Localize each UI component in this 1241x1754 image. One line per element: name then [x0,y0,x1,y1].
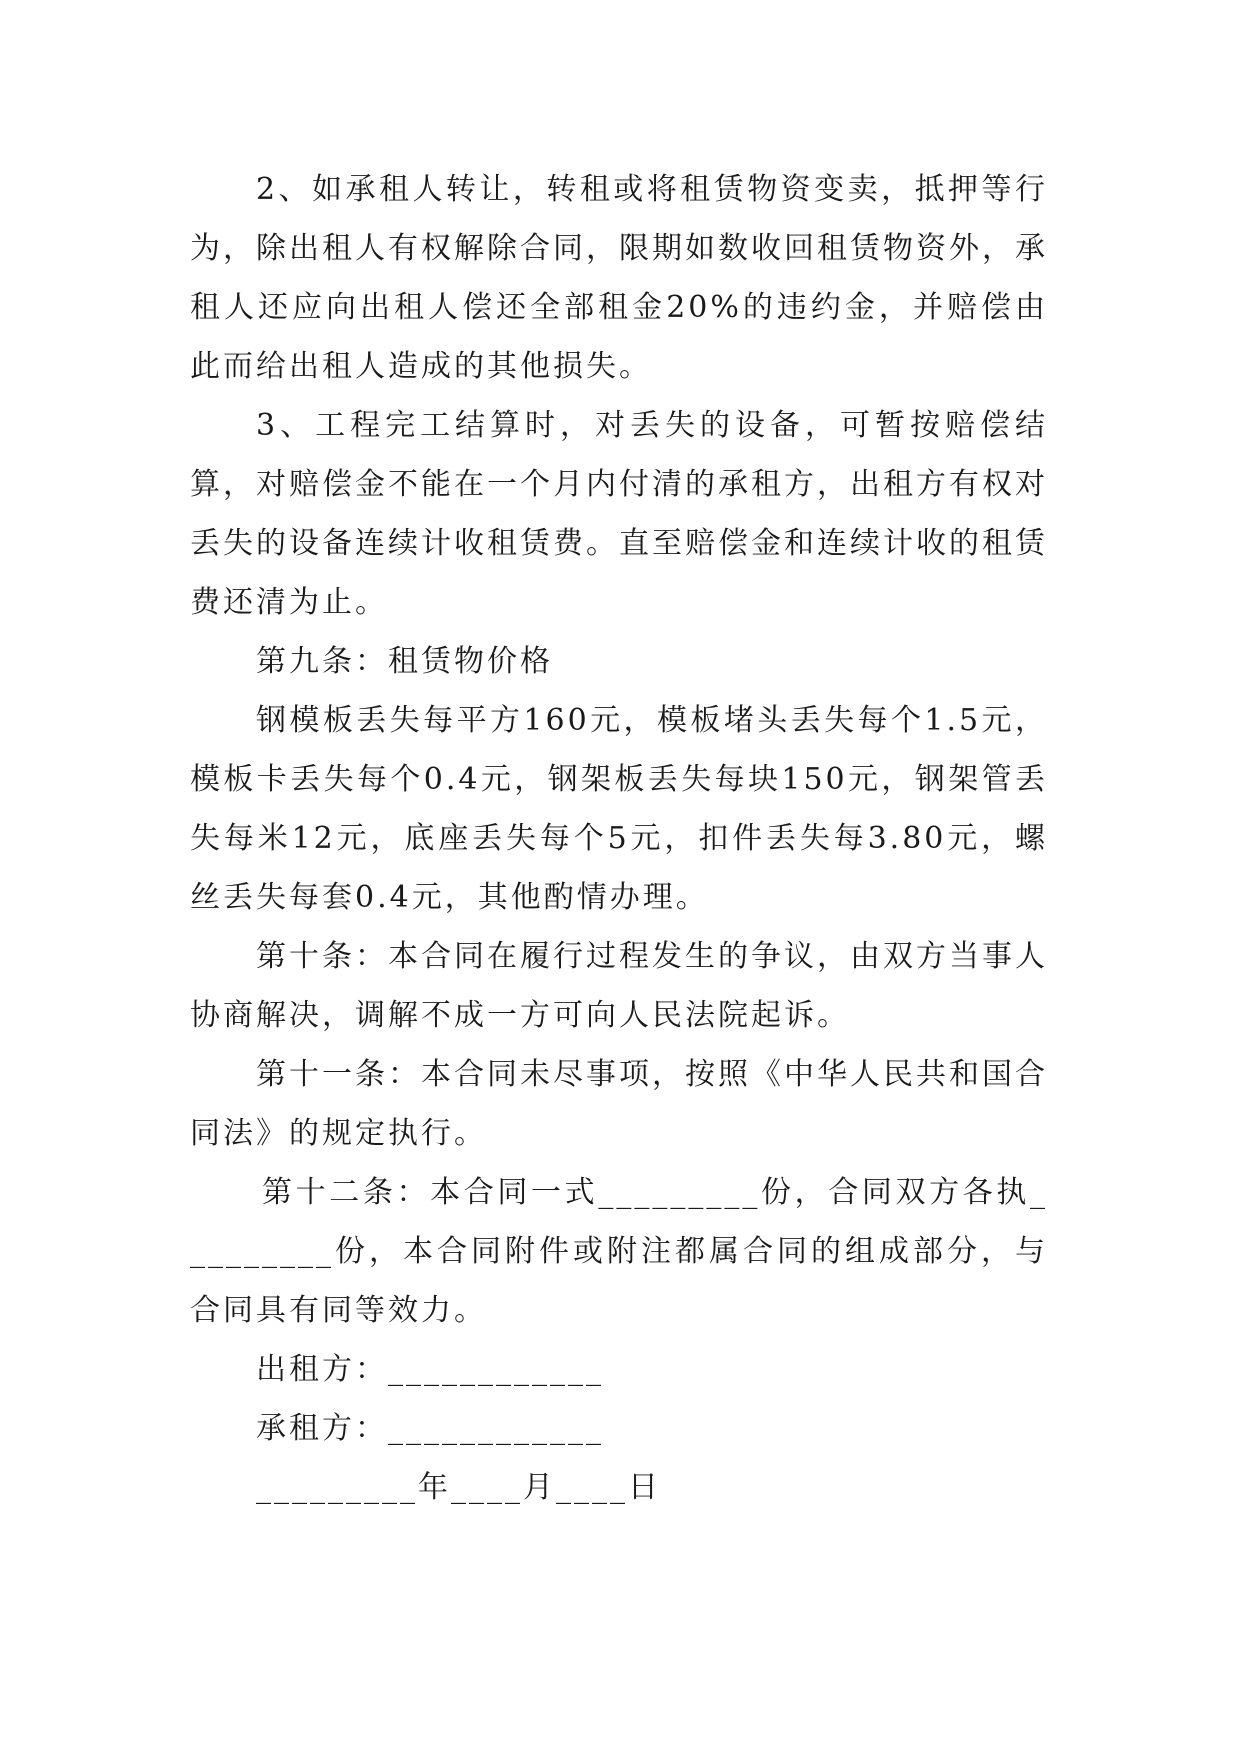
article-10-paragraph: 第十条：本合同在履行过程发生的争议，由双方当事人协商解决，调解不成一方可向人民法院起诉。 [190,939,1048,1033]
clause-3-paragraph: 3、工程完工结算时，对丢失的设备，可暂按赔偿结算，对赔偿金不能在一个月内付清的承租方，出租方有权对丢失的设备连续计收租赁费。直至赔偿金和连续计收的租赁费还清为止。 [190,408,1048,620]
date-line: _________年____月____日 [256,1470,661,1505]
clause-2-paragraph: 2、如承租人转让，转租或将租赁物资变卖，抵押等行为，除出租人有权解除合同，限期如数收回租赁物资外，承租人还应向出租人偿还全部租金20%的违约金，并赔偿由此而给出租人造成的其他损失。 [190,172,1048,384]
article-9-price-list: 钢模板丢失每平方160元，模板堵头丢失每个1.5元，模板卡丢失每个0.4元，钢架板丢失每块150元，钢架管丢失每米12元，底座丢失每个5元，扣件丢失每3.80元，螺丝丢失每套0.4元，其他酌情办理。 [190,703,1048,915]
article-12-paragraph: 第十二条：本合同一式_________份，合同双方各执_________份，本合同附件或附注都属合同的组成部分，与合同具有同等效力。 [190,1175,1048,1328]
contract-body [190,160,1048,1517]
article-11-paragraph: 第十一条：本合同未尽事项，按照《中华人民共和国合同法》的规定执行。 [190,1057,1048,1151]
article-9-heading: 第九条：租赁物价格 [256,644,553,679]
lessee-signature-line: 承租方：____________ [256,1411,604,1446]
lessor-signature-line: 出租方：____________ [256,1352,604,1387]
